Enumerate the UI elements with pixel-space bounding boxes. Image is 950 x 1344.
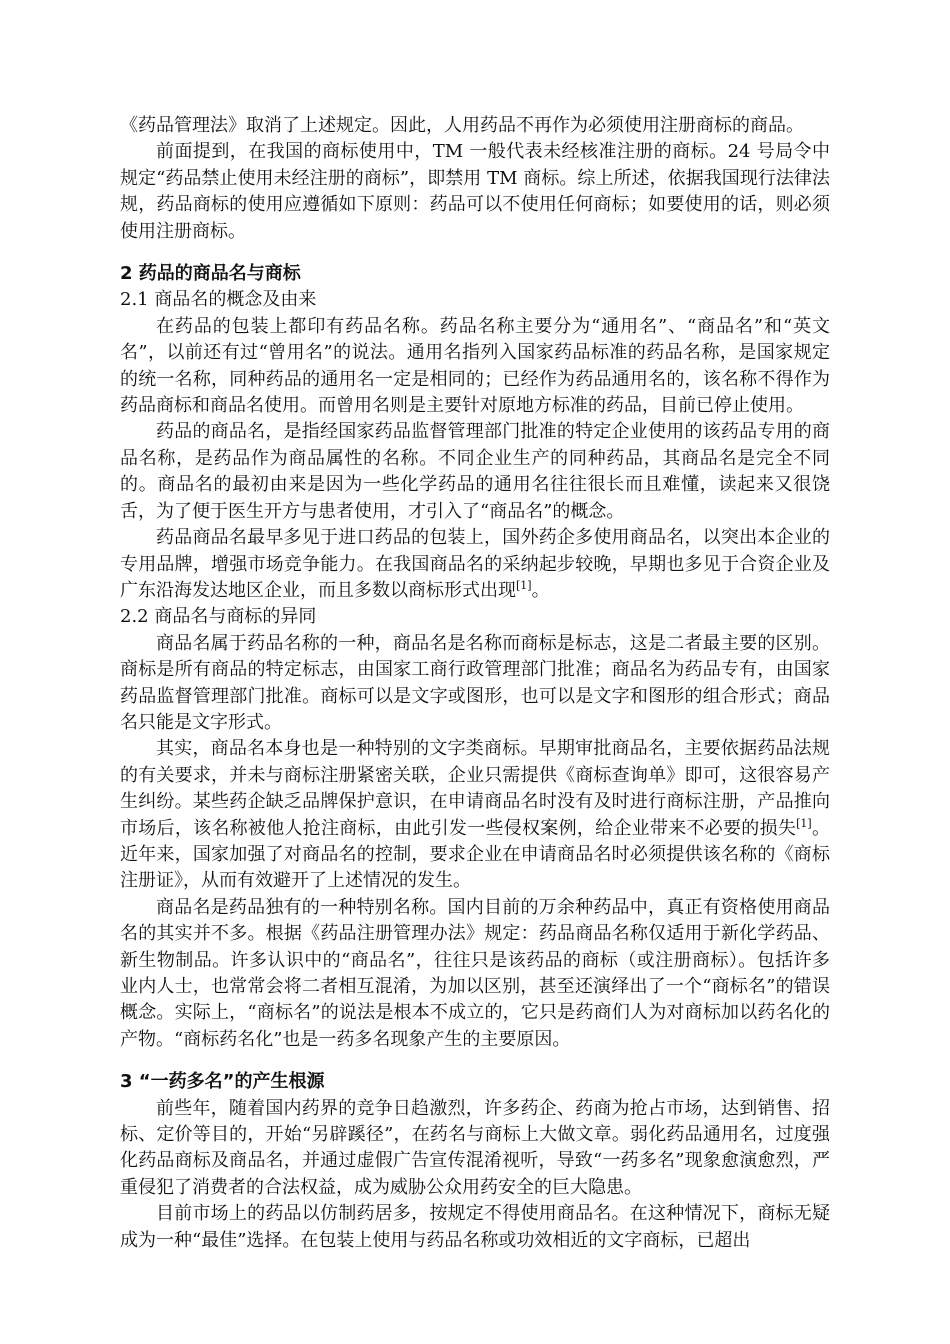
- citation-ref: [1]: [796, 816, 812, 830]
- paragraph-2-2-c: 商品名是药品独有的一种特别名称。国内目前的万余种药品中，真正有资格使用商品名的其实并不多。根据《药品注册管理办法》规定：药品商品名称仅适用于新化学药品、新生物制品。许多认识中的“商品名”，往往只是该药品的商标（或注册商标）。包括许多业内人士，也常常会将二者相互混淆，为加以区别，甚至还演绎出了一个“商标名”的错误概念。实际上，“商标名”的说法是根本不成立的，它只是药商们人为对商标加以药名化的产物。“商标药名化”也是一药多名现象产生的主要原因。: [120, 896, 830, 1050]
- paragraph-2-2-b: [120, 736, 830, 894]
- paragraph-3-b: 目前市场上的药品以仿制药居多，按规定不得使用商品名。在这种情况下，商标无疑成为一种“最佳”选择。在包装上使用与药品名称或功效相近的文字商标，已超出: [120, 1203, 830, 1251]
- section-2-heading: 2 药品的商品名与商标: [120, 263, 301, 285]
- paragraph-2-1-c-end: 。: [531, 579, 550, 601]
- paragraph-2-2-b-text: 其实，商品名本身也是一种特别的文字类商标。早期审批商品名，主要依据药品法规的有关要求，并未与商标注册紧密关联，企业只需提供《商标查询单》即可，这很容易产生纠纷。某些药企缺乏品牌保护意识，在申请商品名时没有及时进行商标注册，产品推向市场后，该名称被他人抢注商标，由此引发一些侵权案例，给企业带来不必要的损失: [120, 738, 830, 839]
- section-3-heading: 3 “一药多名”的产生根源: [120, 1071, 325, 1093]
- paragraph-2-1-c-text: 药品商品名最早多见于进口药品的包装上，国外药企多使用商品名，以突出本企业的专用品牌，增强市场竞争能力。在我国商品名的采纳起步较晚，早期也多见于合资企业及广东沿海发达地区企业，而且多数以商标形式出现: [120, 527, 830, 601]
- paragraph-2-2-a: 商品名属于药品名称的一种，商品名是名称而商标是标志，这是二者最主要的区别。商标是所有商品的特定标志，由国家工商行政管理部门批准；商品名为药品专有，由国家药品监督管理部门批准。商标可以是文字或图形，也可以是文字和图形的组合形式；商品名只能是文字形式。: [120, 632, 830, 733]
- paragraph-intro-1: 《药品管理法》取消了上述规定。因此，人用药品不再作为必须使用注册商标的商品。: [120, 115, 804, 136]
- citation-ref: [1]: [516, 578, 532, 592]
- paragraph-2-1-c: [120, 525, 830, 604]
- section-2-2-heading: 2.2 商品名与商标的异同: [120, 606, 317, 628]
- paragraph-2-1-a: 在药品的包装上都印有药品名称。药品名称主要分为“通用名”、“商品名”和“英文名”，以前还有过“曾用名”的说法。通用名指列入国家药品标准的药品名称，是国家规定的统一名称，同种药品的通用名一定是相同的；已经作为药品通用名的，该名称不得作为药品商标和商品名使用。而曾用名则是主要针对原地方标准的药品，目前已停止使用。: [120, 315, 830, 417]
- section-2-1-heading: 2.1 商品名的概念及由来: [120, 289, 317, 311]
- paragraph-3-a: 前些年，随着国内药界的竞争日趋激烈，许多药企、药商为抢占市场，达到销售、招标、定价等目的，开始“另辟蹊径”，在药名与商标上大做文章。弱化药品通用名，过度强化药品商标及商品名，并通过虚假广告宣传混淆视听，导致“一药多名”现象愈演愈烈，严重侵犯了消费者的合法权益，成为威胁公众用药安全的巨大隐患。: [120, 1097, 830, 1198]
- paragraph-2-1-b: 药品的商品名，是指经国家药品监督管理部门批准的特定企业使用的该药品专用的商品名称，是药品作为商品属性的名称。不同企业生产的同种药品，其商品名是完全不同的。商品名的最初由来是因为一些化学药品的通用名往往很长而且难懂，读起来又很饶舌，为了便于医生开方与患者使用，才引入了“商品名”的概念。: [120, 421, 830, 522]
- paragraph-2-2-b-end: 。近年来，国家加强了对商品名的控制，要求企业在申请商品名时必须提供该名称的《商标注册证》，从而有效避开了上述情况的发生。: [120, 817, 831, 892]
- paragraph-intro-2: 前面提到，在我国的商标使用中，TM 一般代表未经核准注册的商标。24 号局令中规定“药品禁止使用未经注册的商标”，即禁用 TM 商标。综上所述，依据我国现行法律法规，药品商标的使用应遵循如下原则：药品可以不使用任何商标；如要使用的话，则必须使用注册商标。: [120, 141, 830, 242]
